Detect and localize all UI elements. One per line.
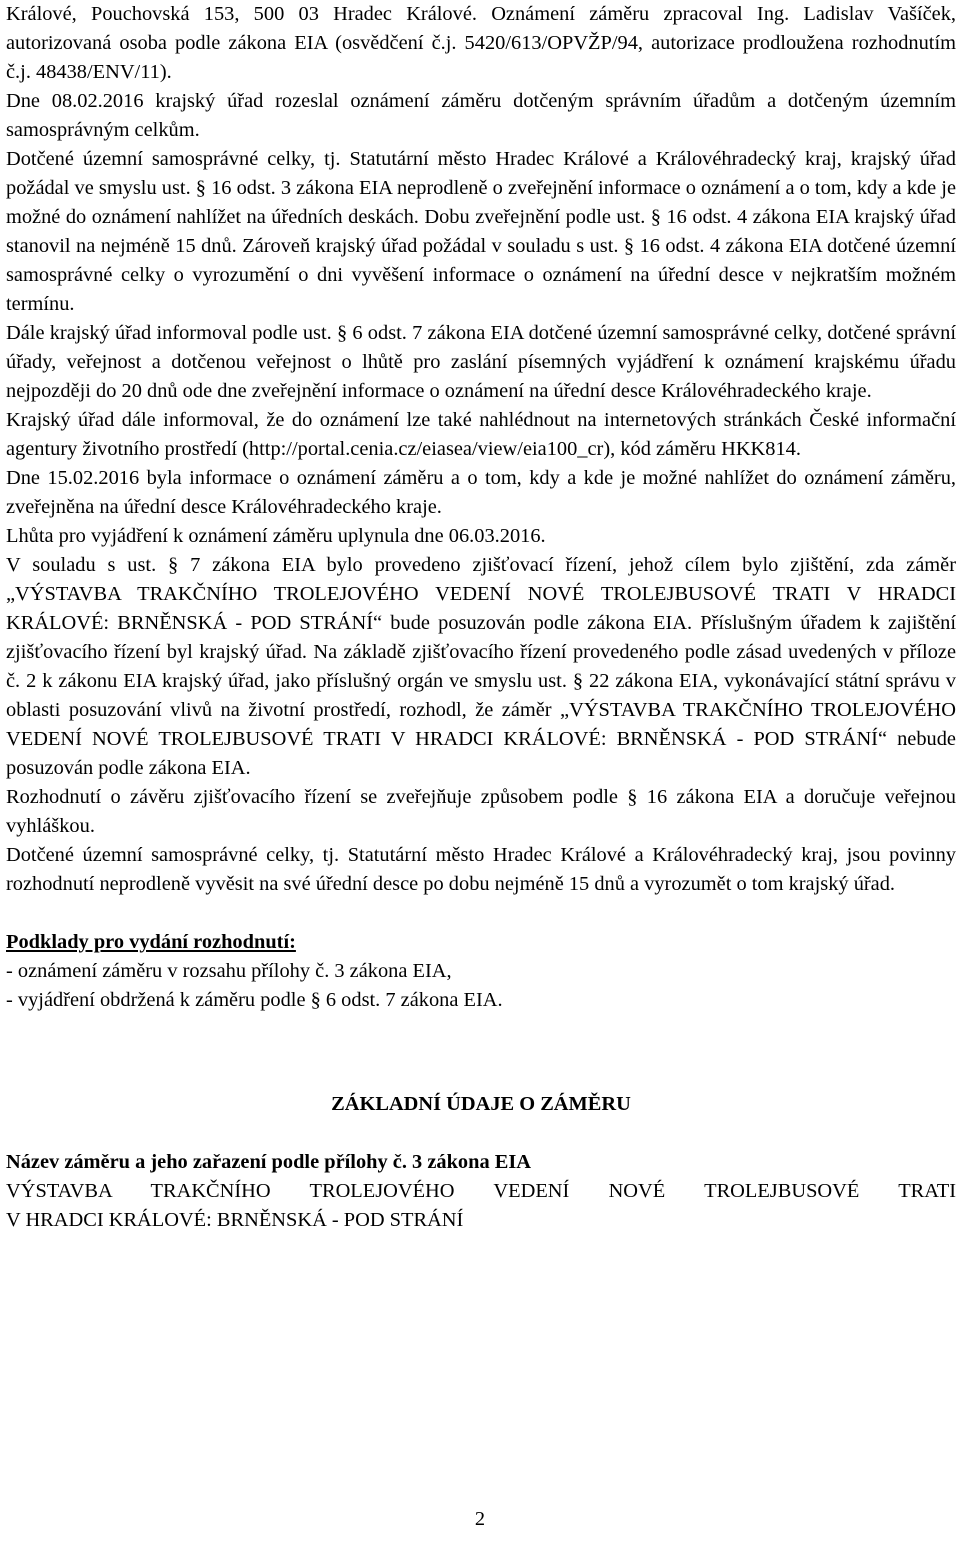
spacer: [6, 1119, 956, 1148]
project-name-heading: Název záměru a jeho zařazení podle přílohy č. 3 zákona EIA: [6, 1151, 531, 1173]
podklady-item: - oznámení záměru v rozsahu přílohy č. 3 zákona EIA,: [6, 960, 452, 982]
paragraph-deadline-info: Dále krajský úřad informoval podle ust. § 6 odst. 7 zákona EIA dotčené územní samosprávné celky, dotčené správní úřady, veřejnost a dotčenou veřejnost o lhůtě pro zaslání písemných vyjádření k oznámení krajskému úřadu nejpozději do 20 dnů ode dne zveřejnění informace o oznámení na úřední desce Královéhradeckého kraje.: [6, 322, 956, 402]
paragraph-cenia-info: Krajský úřad dále informoval, že do oznámení lze také nahlédnout na internetových stránkách České informační agentury životního prostředí (http://portal.cenia.cz/eiasea/view/eia100_cr), kód záměru HKK814.: [6, 409, 956, 460]
paragraph-screening-decision: V souladu s ust. § 7 zákona EIA bylo provedeno zjišťovací řízení, jehož cílem bylo zjištění, zda záměr „VÝSTAVBA TRAKČNÍHO TROLEJOVÉHO VEDENÍ NOVÉ TROLEJBUSOVÉ TRATI V HRADCI KRÁLOVÉ: BRNĚNSKÁ - POD STRÁNÍ“ bude posuzován podle zákona EIA. Příslušným úřadem k zajištění zjišťovacího řízení byl krajský úřad. Na základě zjišťovacího řízení provedeného podle zásad uvedených v příloze č. 2 k zákonu EIA krajský úřad, jako příslušný orgán ve smyslu ust. § 22 zákona EIA, vykonávající státní správu v oblasti posuzování vlivů na životní prostředí, rozhodl, že záměr „VÝSTAVBA TRAKČNÍHO TROLEJOVÉHO VEDENÍ NOVÉ TROLEJBUSOVÉ TRATI V HRADCI KRÁLOVÉ: BRNĚNSKÁ - POD STRÁNÍ“ nebude posuzován podle zákona EIA.: [6, 554, 956, 779]
spacer: [6, 1015, 956, 1090]
project-name-line: VÝSTAVBA TRAKČNÍHO TROLEJOVÉHO VEDENÍ NOVÉ TROLEJBUSOVÉ TRATI: [6, 1180, 956, 1202]
spacer: [6, 899, 956, 928]
podklady-item: - vyjádření obdržená k záměru podle § 6 odst. 7 zákona EIA.: [6, 989, 503, 1011]
paragraph-processor: Králové, Pouchovská 153, 500 03 Hradec Králové. Oznámení záměru zpracoval Ing. Ladislav Vašíček, autorizovaná osoba podle zákona EIA (osvědčení č.j. 5420/613/OPVŽP/94, autorizace prodloužena rozhodnutím č.j. 48438/ENV/11).: [6, 3, 956, 83]
document-page: [6, 0, 956, 1235]
paragraph-publication-date: Dne 15.02.2016 byla informace o oznámení záměru a o tom, kdy a kde je možné nahlížet do oznámení záměru, zveřejněna na úřední desce Královéhradeckého kraje.: [6, 467, 956, 518]
page-number: 2: [474, 1508, 486, 1530]
paragraph-deadline-expired: Lhůta pro vyjádření k oznámení záměru uplynula dne 06.03.2016.: [6, 525, 546, 547]
paragraph-distribution: Dne 08.02.2016 krajský úřad rozeslal oznámení záměru dotčeným správním úřadům a dotčeným územním samosprávným celkům.: [6, 90, 956, 141]
paragraph-decision-publication: Rozhodnutí o závěru zjišťovacího řízení se zveřejňuje způsobem podle § 16 zákona EIA a doručuje veřejnou vyhláškou.: [6, 786, 956, 837]
project-name-line: V HRADCI KRÁLOVÉ: BRNĚNSKÁ - POD STRÁNÍ: [6, 1209, 464, 1231]
paragraph-municipal-duty: Dotčené územní samosprávné celky, tj. Statutární město Hradec Králové a Královéhradecký kraj, jsou povinny rozhodnutí neprodleně vyvěsit na své úřední desce po dobu nejméně 15 dnů a vyrozumět o tom krajský úřad.: [6, 844, 956, 895]
podklady-heading: Podklady pro vydání rozhodnutí:: [6, 931, 296, 953]
paragraph-publication-request: Dotčené územní samosprávné celky, tj. Statutární město Hradec Králové a Královéhradecký kraj, krajský úřad požádal ve smyslu ust. § 16 odst. 3 zákona EIA neprodleně o zveřejnění informace o oznámení a o tom, kdy a kde je možné do oznámení nahlížet na úředních deskách. Dobu zveřejnění podle ust. § 16 odst. 4 zákona EIA krajský úřad stanovil na nejméně 15 dnů. Zároveň krajský úřad požádal v souladu s ust. § 16 odst. 4 zákona EIA dotčené územní samosprávné celky o vyrozumění o dni vyvěšení informace o oznámení na úřední desce v nejkratším možném termínu.: [6, 148, 956, 315]
section-heading-basic-data: ZÁKLADNÍ ÚDAJE O ZÁMĚRU: [331, 1093, 631, 1115]
